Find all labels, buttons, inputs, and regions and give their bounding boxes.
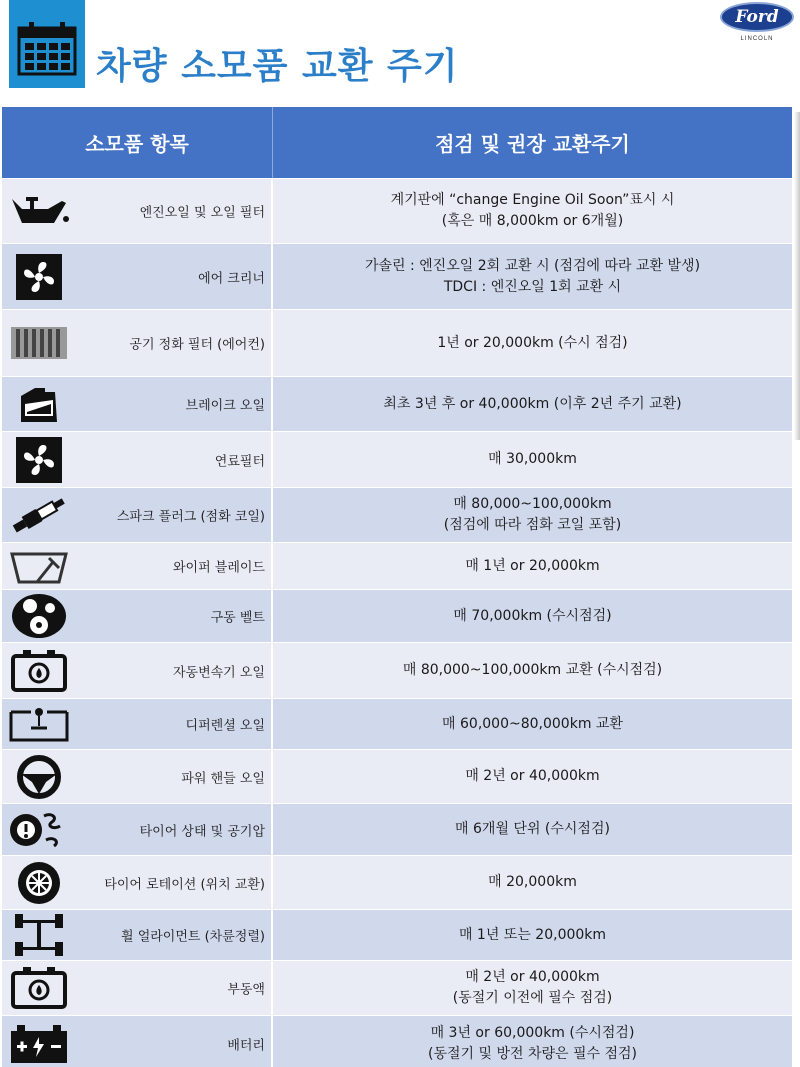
brand-logo	[720, 2, 794, 50]
item-cell	[2, 856, 273, 909]
table-row	[2, 698, 792, 749]
item-cell	[2, 432, 273, 487]
table-row	[2, 243, 792, 309]
spark-plug-icon	[6, 490, 72, 540]
table-row	[2, 803, 792, 855]
item-cell	[2, 310, 273, 376]
tire-icon	[6, 858, 72, 908]
table-row	[2, 487, 792, 542]
item-label: 부동액	[227, 982, 265, 998]
interval-cell	[273, 1016, 792, 1067]
wheel-alignment-icon	[6, 910, 72, 960]
interval-cell	[273, 699, 792, 749]
interval-text: TDCI : 엔진오일 1회 교환 시	[443, 278, 622, 295]
table-row	[2, 749, 792, 803]
interval-text: (점검에 따라 점화 코일 포함)	[443, 517, 622, 533]
cabin-filter-icon	[6, 318, 72, 368]
interval-cell	[273, 310, 792, 376]
interval-text: 매 60,000~80,000km 교환	[442, 715, 623, 732]
interval-cell	[273, 432, 792, 487]
table-row	[2, 1015, 792, 1067]
item-cell	[2, 750, 273, 803]
item-cell	[2, 1016, 273, 1067]
interval-cell	[273, 910, 792, 960]
interval-text: 매 70,000km (수시점검)	[453, 607, 612, 624]
calendar-icon	[9, 0, 85, 88]
interval-cell	[273, 488, 792, 542]
item-label: 엔진오일 및 오일 필터	[139, 205, 265, 221]
interval-text: 매 30,000km	[488, 451, 577, 467]
ford-logo: Ford	[720, 2, 794, 32]
item-cell	[2, 804, 273, 855]
scroll-edge-shadow	[794, 112, 800, 440]
item-cell	[2, 961, 273, 1015]
table-row	[2, 309, 792, 376]
interval-cell	[273, 590, 792, 642]
interval-text: 1년 or 20,000km (수시 점검)	[437, 334, 628, 351]
interval-text: (혹은 매 8,000km or 6개월)	[441, 213, 624, 229]
interval-cell	[273, 543, 792, 589]
item-label: 연료필터	[214, 454, 265, 469]
table-row	[2, 855, 792, 909]
fan-icon	[6, 252, 72, 302]
brake-fluid-icon	[6, 379, 72, 429]
interval-text: 매 1년 또는 20,000km	[458, 926, 607, 943]
item-cell	[2, 488, 273, 542]
item-label: 구동 벨트	[210, 610, 265, 626]
interval-cell	[273, 961, 792, 1015]
interval-cell	[273, 377, 792, 431]
interval-cell	[273, 643, 792, 698]
interval-text: 계기판에 “change Engine Oil Soon”표시 시	[390, 192, 675, 208]
steering-wheel-icon	[6, 752, 72, 802]
interval-text: (동절기 및 방전 차량은 필수 점검)	[428, 1045, 637, 1062]
item-label: 파워 핸들 오일	[181, 771, 265, 786]
item-label: 스파크 플러그 (점화 코일)	[116, 509, 265, 525]
item-cell	[2, 244, 273, 309]
item-label: 자동변속기 오일	[172, 665, 265, 680]
interval-text: 매 80,000~100,000km	[453, 496, 612, 512]
interval-text: (동절기 이전에 필수 점검)	[452, 990, 613, 1006]
interval-text: 매 1년 or 20,000km	[465, 557, 600, 574]
page-title: 차량 소모품 교환 주기	[96, 46, 459, 87]
interval-text: 매 2년 or 40,000km	[465, 969, 600, 985]
item-label: 휠 얼라이먼트 (차륜정렬)	[121, 929, 265, 945]
table-row	[2, 542, 792, 589]
item-cell	[2, 699, 273, 749]
fuel-filter-icon	[6, 435, 72, 485]
item-label: 배터리	[227, 1038, 265, 1053]
item-cell	[2, 179, 273, 243]
interval-text: 매 3년 or 60,000km (수시점검)	[430, 1024, 635, 1041]
wiper-icon	[6, 541, 72, 591]
item-cell	[2, 643, 273, 698]
column-header-item: 소모품 항목	[2, 107, 273, 178]
item-label: 에어 크리너	[198, 271, 265, 286]
drive-belt-icon	[6, 591, 72, 641]
table-row	[2, 431, 792, 487]
item-label: 브레이크 오일	[185, 398, 265, 414]
differential-icon	[6, 699, 72, 749]
interval-text: 매 80,000~100,000km 교환 (수시점검)	[402, 662, 663, 678]
interval-text: 최초 3년 후 or 40,000km (이후 2년 주기 교환)	[383, 395, 682, 412]
item-label: 와이퍼 블레이드	[172, 560, 265, 576]
interval-cell	[273, 244, 792, 309]
oil-can-icon	[6, 186, 72, 236]
table-body	[2, 178, 792, 1067]
item-label: 디퍼렌셜 오일	[185, 718, 265, 734]
item-cell	[2, 910, 273, 960]
coolant-icon	[6, 963, 72, 1013]
battery-icon	[6, 1019, 72, 1067]
table-row	[2, 178, 792, 243]
transmission-icon	[6, 646, 72, 696]
item-cell	[2, 543, 273, 589]
item-label: 공기 정화 필터 (에어컨)	[129, 337, 265, 353]
table-row	[2, 642, 792, 698]
item-label: 타이어 상태 및 공기압	[139, 824, 265, 839]
item-cell	[2, 590, 273, 642]
interval-cell	[273, 179, 792, 243]
tire-pressure-icon	[6, 805, 72, 855]
interval-text: 가솔린 : 엔진오일 2회 교환 시 (점검에 따라 교환 발생)	[364, 257, 701, 274]
item-label: 타이어 로테이션 (위치 교환)	[104, 877, 265, 892]
maintenance-table	[2, 107, 792, 1067]
interval-cell	[273, 856, 792, 909]
interval-text: 매 20,000km	[488, 874, 577, 890]
lincoln-logo: LINCOLN	[740, 36, 774, 42]
table-row	[2, 589, 792, 642]
table-row	[2, 909, 792, 960]
item-cell	[2, 377, 273, 431]
table-row	[2, 960, 792, 1015]
column-header-interval: 점검 및 권장 교환주기	[435, 132, 630, 156]
interval-cell	[273, 750, 792, 803]
table-row	[2, 376, 792, 431]
table-header	[2, 107, 792, 178]
interval-text: 매 6개월 단위 (수시점검)	[455, 821, 610, 837]
interval-cell	[273, 804, 792, 855]
interval-text: 매 2년 or 40,000km	[465, 768, 600, 784]
